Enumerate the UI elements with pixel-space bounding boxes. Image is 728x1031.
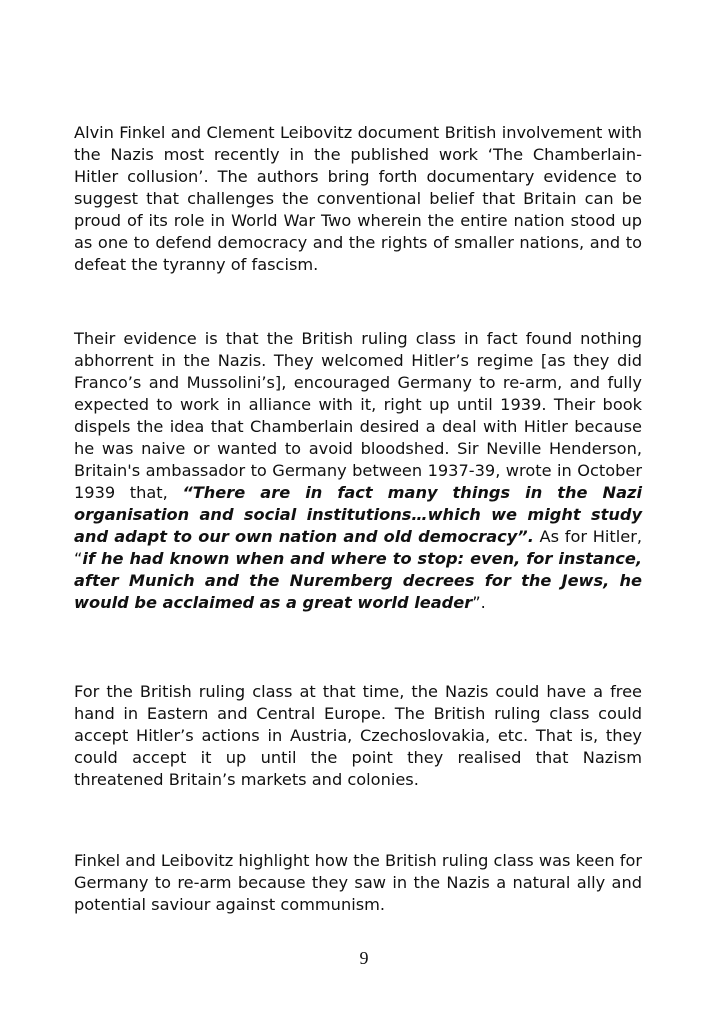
paragraph-2-middle: As for Hitler, “ xyxy=(74,527,642,568)
paragraph-2-closing: ”. xyxy=(472,593,486,612)
paragraph-1-text: Alvin Finkel and Clement Leibovitz document British involvement with the Nazis most recently in the published work ‘The Chamberlain-Hitler collusion’. The authors bring forth documentary evidence to suggest that challenges the conventional belief that Britain can be proud of its role in World War Two wherein the entire nation stood up as one to defend democracy and the rights of smaller nations, and to defeat the tyranny of fascism. xyxy=(74,123,642,274)
hitler-quote: if he had known when and where to stop: even, for instance, after Munich and the Nuremberg decrees for the Jews, he would be acclaimed as a great world leader xyxy=(74,549,642,612)
paragraph-4-text: Finkel and Leibovitz highlight how the British ruling class was keen for Germany to re-arm because they saw in the Nazis a natural ally and potential saviour against communism. xyxy=(74,851,642,914)
henderson-quote: “There are in fact many things in the Nazi organisation and social institutions…which we might study and adapt to our own nation and old democracy”. xyxy=(74,483,642,546)
paragraph-2 xyxy=(74,328,642,614)
paragraph-3-text: For the British ruling class at that time, the Nazis could have a free hand in Eastern and Central Europe. The British ruling class could accept Hitler’s actions in Austria, Czechoslovakia, etc. That is, they could accept it up until the point they realised that Nazism threatened Britain’s markets and colonies. xyxy=(74,682,642,789)
paragraph-4 xyxy=(74,850,642,916)
paragraph-1 xyxy=(74,122,642,276)
paragraph-3 xyxy=(74,681,642,791)
page-number: 9 xyxy=(359,948,369,968)
paragraph-2-intro: Their evidence is that the British ruling class in fact found nothing abhorrent in the Nazis. They welcomed Hitler’s regime [as they did Franco’s and Mussolini’s], encouraged Germany to re-arm, and fully expected to work in alliance with it, right up until 1939. Their book dispels the idea that Chamberlain desired a deal with Hitler because he was naive or wanted to avoid bloodshed. Sir Neville Henderson, Britain's ambassador to Germany between 1937-39, wrote in October 1939 that, xyxy=(74,329,642,502)
paragraph-2-text xyxy=(74,328,642,614)
